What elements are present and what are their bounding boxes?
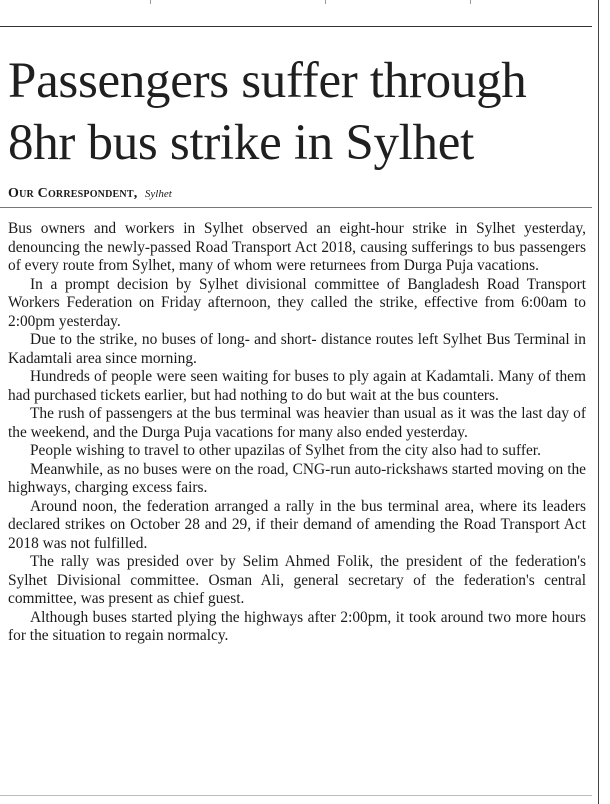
paragraph: Although buses started plying the highways after 2:00pm, it took around two more hours for the situation to regain normalcy. bbox=[8, 608, 586, 644]
crop-mark bbox=[325, 0, 326, 4]
paragraph: Due to the strike, no buses of long- and short- distance routes left Sylhet Bus Terminal in Kadamtali area since morning. bbox=[8, 331, 586, 367]
crop-mark bbox=[150, 0, 151, 4]
article-headline: Passengers suffer through 8hr bus strike in Sylhet bbox=[8, 53, 527, 171]
paragraph: The rally was presided over by Selim Ahmed Folik, the president of the federation's Sylhet Divisional committee. Osman Ali, general secretary of the federation's central committee, was present as chief guest. bbox=[8, 553, 586, 607]
top-divider bbox=[0, 26, 592, 27]
byline bbox=[8, 185, 172, 203]
paragraph: The rush of passengers at the bus terminal was heavier than usual as it was the last day of the weekend, and the Durga Puja vacations for many also ended yesterday. bbox=[8, 405, 586, 441]
bottom-divider bbox=[0, 795, 592, 796]
paragraph: Hundreds of people were seen waiting for buses to ply again at Kadamtali. Many of them had purchased tickets earlier, but had nothing to do but wait at the bus counters. bbox=[8, 368, 586, 404]
byline-correspondent: Our Correspondent, bbox=[8, 186, 138, 201]
article-body bbox=[8, 220, 586, 646]
paragraph: In a prompt decision by Sylhet divisional committee of Bangladesh Road Transport Workers Federation on Friday afternoon, they called the strike, effective from 6:00am to 2:00pm yesterday. bbox=[8, 275, 586, 330]
paragraph: People wishing to travel to other upazilas of Sylhet from the city also had to suffer. bbox=[30, 442, 541, 459]
byline-place: Sylhet bbox=[144, 188, 172, 200]
column-divider bbox=[598, 0, 599, 804]
paragraph: Meanwhile, as no buses were on the road, CNG-run auto-rickshaws started moving on the highways, charging excess fairs. bbox=[8, 460, 586, 496]
paragraph: Around noon, the federation arranged a rally in the bus terminal area, where its leaders declared strikes on October 28 and 29, if their demand of amending the Road Transport Act 2018 was not fulfilled. bbox=[8, 497, 586, 552]
paragraph: Bus owners and workers in Sylhet observed an eight-hour strike in Sylhet yesterday, denouncing the newly-passed Road Transport Act 2018, causing sufferings to bus passengers of every route from Sylhet, many of whom were returnees from Durga Puja vacations. bbox=[8, 220, 586, 274]
crop-mark bbox=[470, 0, 471, 4]
byline-divider bbox=[0, 207, 592, 208]
